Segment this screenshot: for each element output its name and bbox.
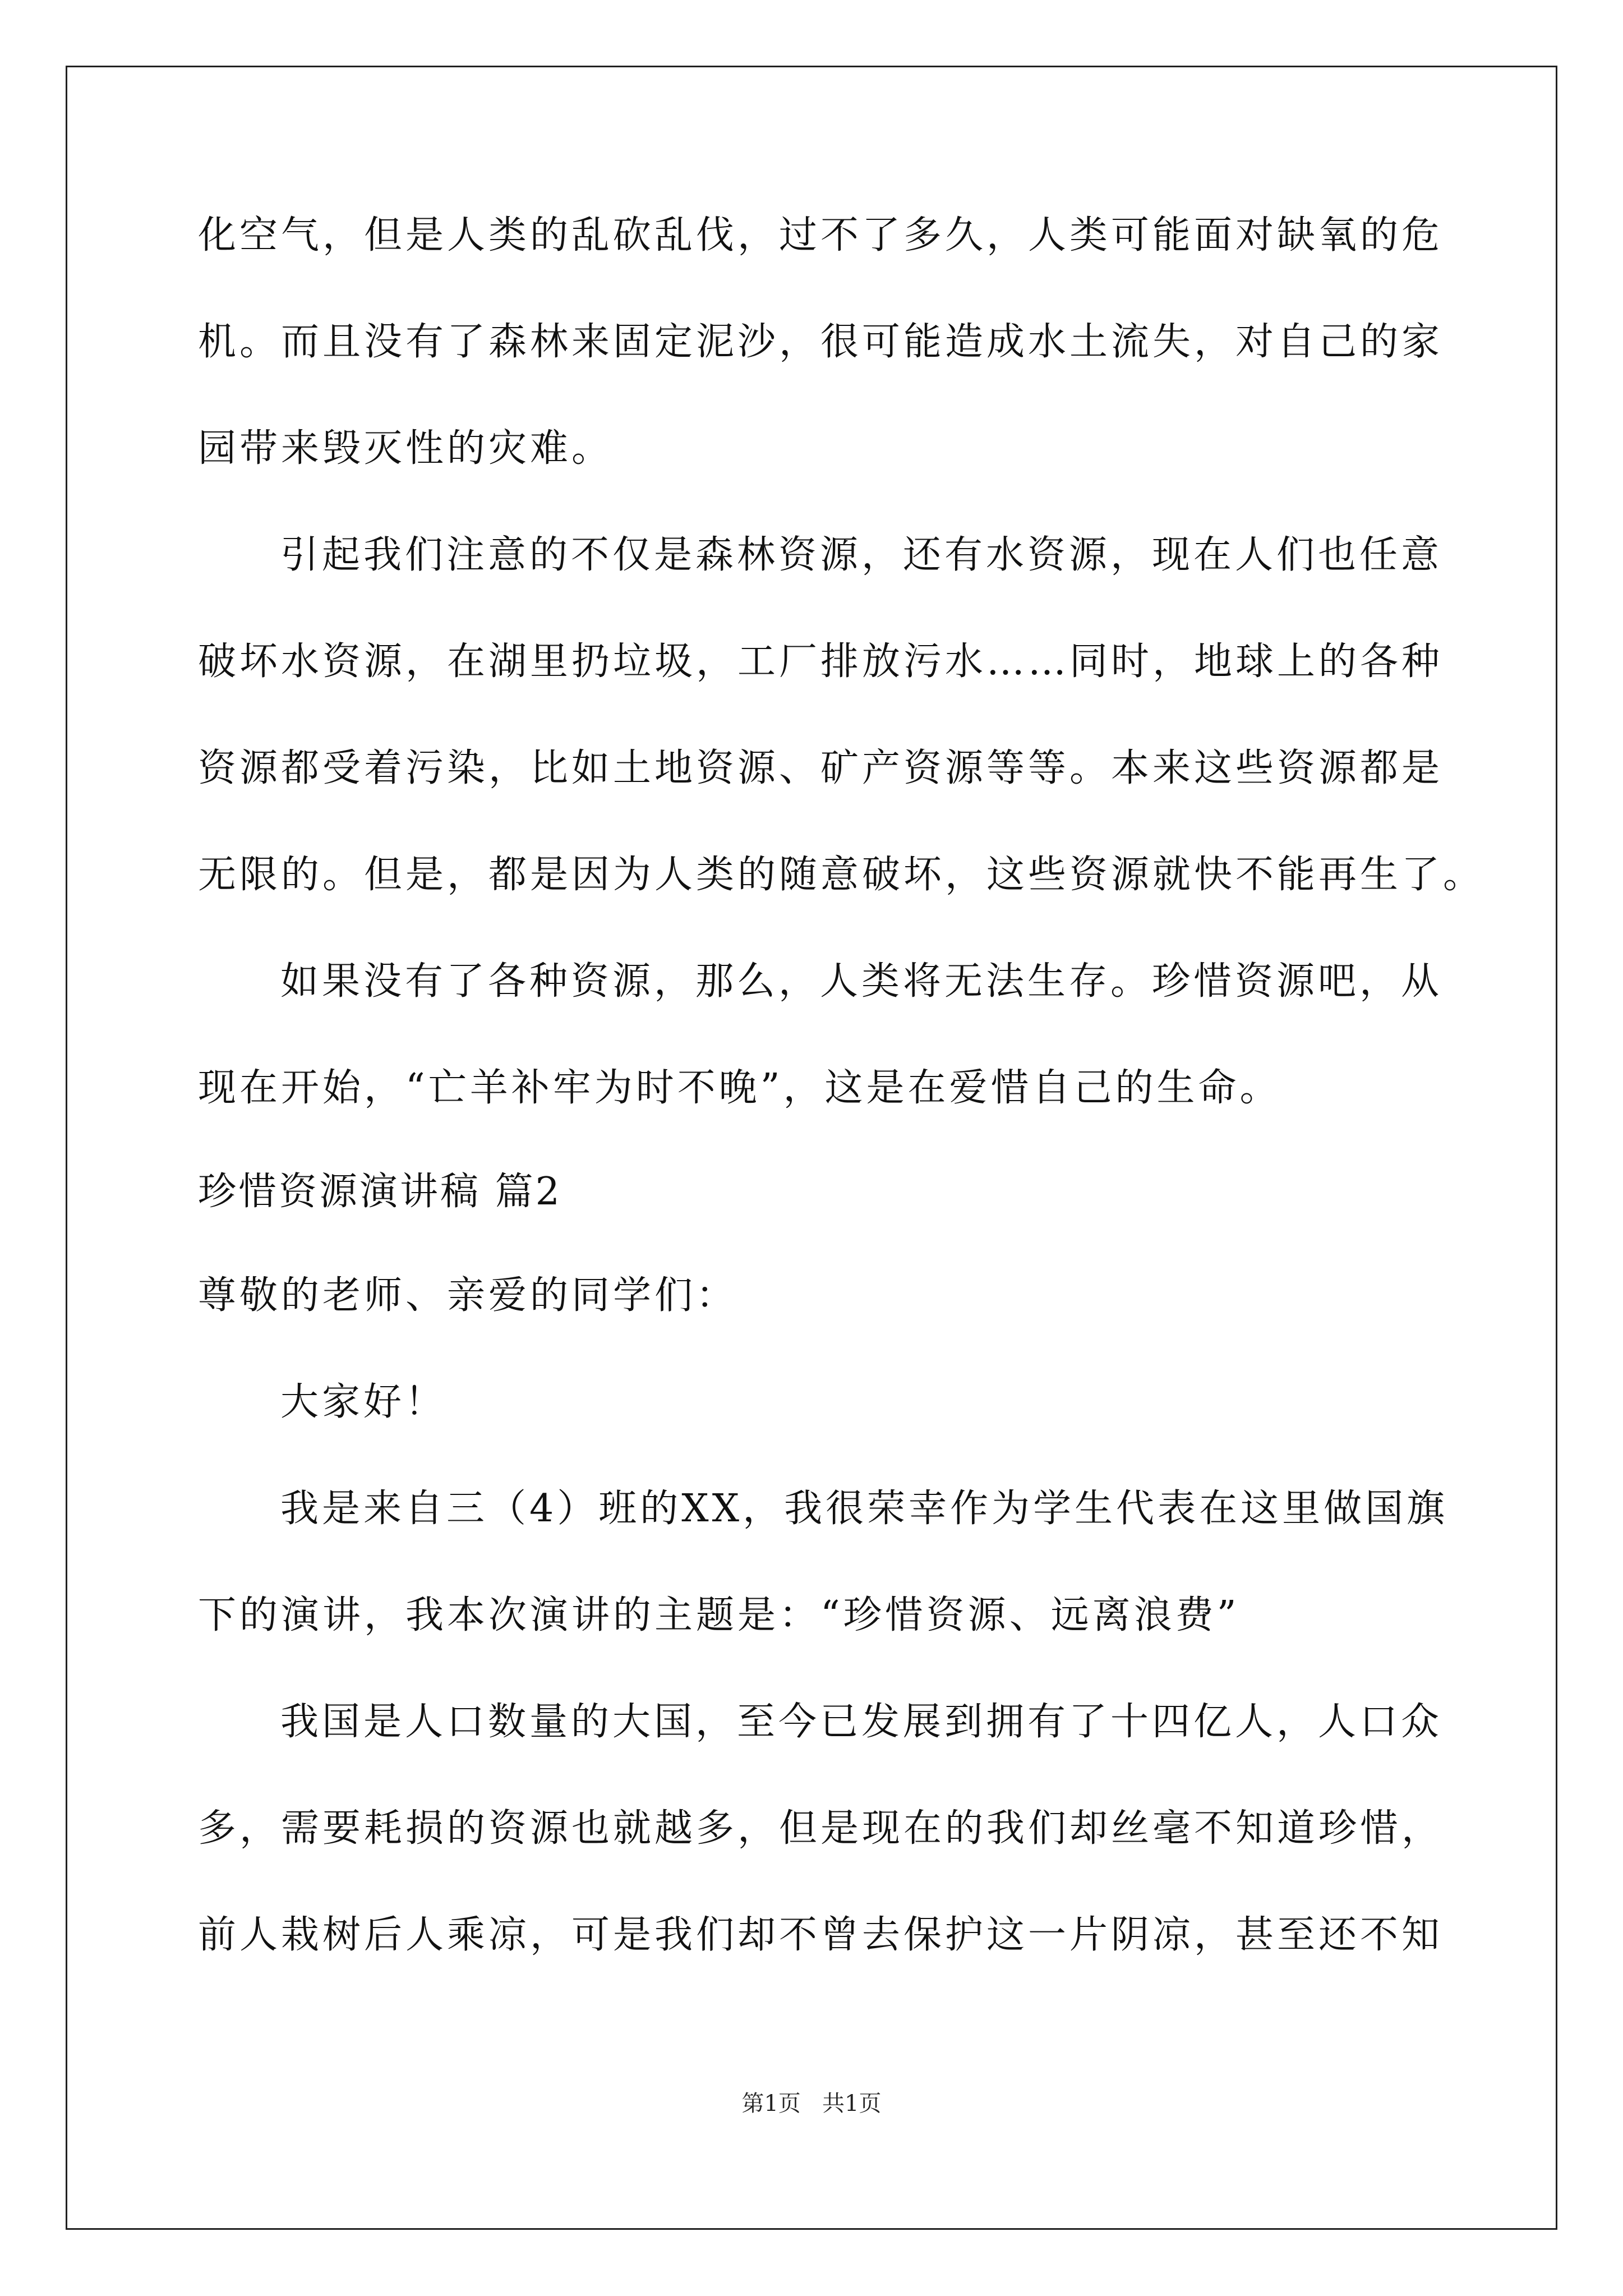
page-border [66, 66, 1557, 2230]
paragraph-line: 机。而且没有了森林来固定泥沙，很可能造成水土流失，对自己的家 [198, 320, 1444, 364]
page-footer: 第1页 共1页 [741, 2091, 882, 2116]
paragraph-line: 多，需要耗损的资源也就越多，但是现在的我们却丝毫不知道珍惜， [198, 1806, 1444, 1851]
section-heading: 珍惜资源演讲稿 篇2 [198, 1170, 562, 1214]
paragraph-line: 如果没有了各种资源，那么，人类将无法生存。珍惜资源吧，从 [280, 959, 1443, 1004]
greeting: 大家好！ [280, 1380, 447, 1424]
paragraph-line: 无限的。但是，都是因为人类的随意破坏，这些资源就快不能再生了。 [198, 853, 1485, 897]
paragraph-line: 我是来自三（4）班的XX，我很荣幸作为学生代表在这里做国旗 [280, 1487, 1449, 1531]
paragraph-line: 引起我们注意的不仅是森林资源，还有水资源，现在人们也任意 [280, 533, 1443, 577]
paragraph-line: 园带来毁灭性的灾难。 [198, 426, 614, 471]
paragraph-line: 下的演讲，我本次演讲的主题是：“珍惜资源、远离浪费” [198, 1593, 1240, 1637]
paragraph-line: 资源都受着污染，比如土地资源、矿产资源等等。本来这些资源都是 [198, 746, 1444, 790]
paragraph-line: 破坏水资源，在湖里扔垃圾，工厂排放污水……同时，地球上的各种 [198, 639, 1444, 684]
paragraph-line: 化空气，但是人类的乱砍乱伐，过不了多久，人类可能面对缺氧的危 [198, 213, 1444, 257]
salutation: 尊敬的老师、亲爱的同学们： [198, 1273, 738, 1318]
paragraph-line: 前人栽树后人乘凉，可是我们却不曾去保护这一片阴凉，甚至还不知 [198, 1913, 1444, 1957]
paragraph-line: 我国是人口数量的大国，至今已发展到拥有了十四亿人，人口众 [280, 1700, 1443, 1744]
paragraph-line: 现在开始，“亡羊补牢为时不晚”，这是在爱惜自己的生命。 [198, 1066, 1281, 1110]
